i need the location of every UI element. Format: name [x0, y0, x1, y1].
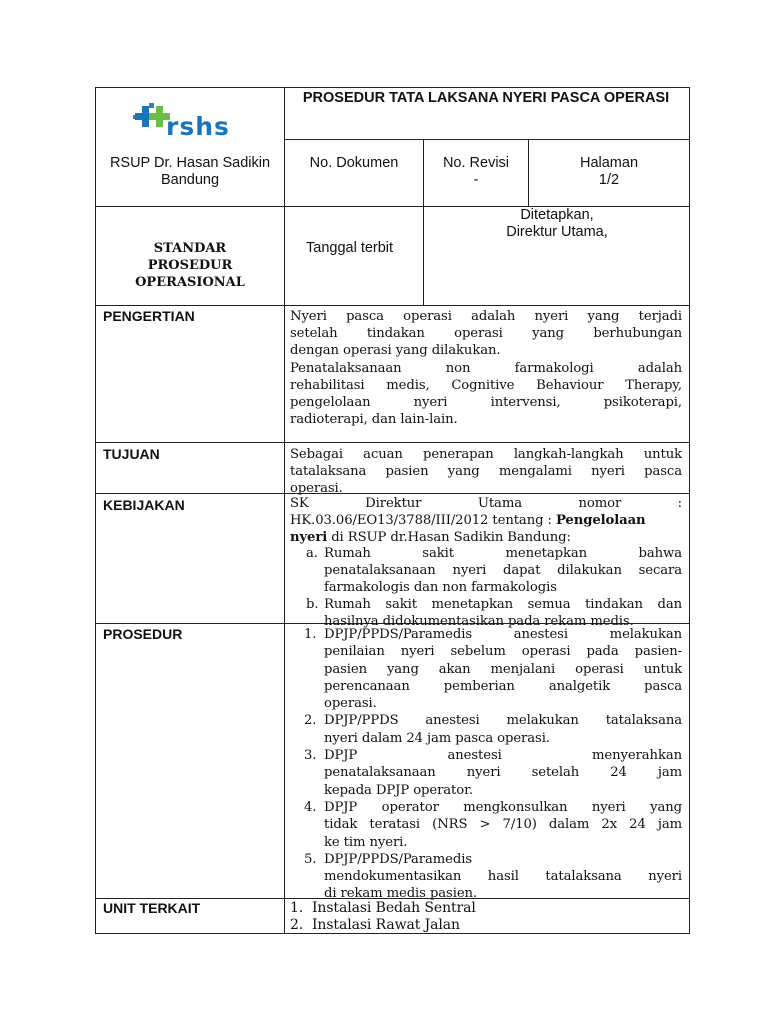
revision-label: No. Revisi	[442, 155, 510, 171]
logo-text: rshs	[166, 112, 230, 141]
text-line: Penatalaksanaan non farmakologi adalah	[290, 360, 682, 376]
text-line: setelah tindakan operasi yang berhubungan	[290, 326, 682, 342]
text-line: di rekam medis pasien.	[324, 886, 478, 902]
text-line: operasi.	[324, 696, 377, 712]
text-line: DPJP operator mengkonsulkan nyeri yang	[324, 799, 682, 815]
hospital-logo	[133, 103, 245, 141]
document-title: PROSEDUR TATA LAKSANA NYERI PASCA OPERASI	[302, 90, 670, 106]
text-line: ke tim nyeri.	[324, 834, 408, 850]
established-line-2: Direktur Utama,	[506, 224, 608, 240]
text-line: Rumah sakit menetapkan semua tindakan dan	[324, 596, 682, 612]
text-line	[290, 513, 682, 530]
list-marker: b.	[306, 596, 319, 612]
page-value: 1/2	[598, 172, 620, 188]
text-line: nyeri dalam 24 jam pasca operasi.	[324, 730, 550, 746]
text-line: DPJP anestesi menyerahkan	[324, 748, 682, 764]
section-label-kebijakan: KEBIJAKAN	[103, 497, 185, 513]
header-divider-v3	[528, 139, 529, 206]
text-line: farmakologis dan non farmakologis	[324, 579, 557, 595]
text-line: pengelolaan nyeri intervensi, psikoterapi,	[290, 395, 682, 411]
issue-date-label: Tanggal terbit	[306, 240, 394, 256]
list-marker: a.	[306, 546, 318, 562]
text-line: radioterapi, dan lain-lain.	[290, 412, 458, 428]
section-body-tujuan	[290, 446, 682, 498]
section-body-unit-terkait	[290, 900, 682, 934]
text-line: perencanaan pemberian analgetik pasca	[324, 678, 682, 694]
policy-subject-cont: nyeri	[290, 529, 328, 545]
text-line: DPJP/PPDS anestesi melakukan tatalaksana	[324, 713, 682, 729]
text-line: Rumah sakit menetapkan bahwa	[324, 546, 682, 562]
section-body-kebijakan	[290, 496, 682, 630]
text-line: kepada DPJP operator.	[324, 782, 473, 798]
header-divider-v2	[423, 139, 424, 305]
policy-subject: Pengelolaan	[555, 512, 646, 528]
unit-name: Instalasi Rawat Jalan	[312, 917, 460, 933]
section-label-unit-terkait: UNIT TERKAIT	[103, 900, 201, 916]
policy-location: di RSUP dr.Hasan Sadikin Bandung:	[327, 529, 571, 545]
list-item	[290, 799, 682, 851]
list-item	[290, 851, 682, 903]
section-label-tujuan: TUJUAN	[103, 446, 160, 462]
list-marker: 2.	[304, 713, 317, 729]
text-line: penilaian nyeri sebelum operasi pada pasien-	[324, 644, 682, 660]
row-sep-tujuan	[95, 442, 690, 443]
section-body-pengertian	[290, 308, 682, 428]
table-border-top	[95, 87, 690, 88]
list-item	[290, 917, 682, 934]
list-marker: 2.	[290, 917, 304, 933]
list-marker: 3.	[304, 748, 317, 764]
section-label-prosedur: PROSEDUR	[103, 626, 183, 642]
list-item	[290, 626, 682, 712]
text-line: hasilnya didokumentasikan pada rekam medis.	[324, 613, 634, 629]
list-marker: 1.	[290, 900, 304, 916]
text-line: rehabilitasi medis, Cognitive Behaviour Therapy,	[290, 377, 682, 393]
body-divider-v	[284, 305, 285, 933]
list-item	[290, 546, 682, 596]
text-line: DPJP/PPDS/Paramedis	[324, 851, 472, 867]
text-line: Sebagai acuan penerapan langkah-langkah untuk	[290, 447, 682, 462]
text-line: DPJP/PPDS/Paramedis anestesi melakukan	[324, 627, 682, 642]
text-line: operasi.	[290, 481, 343, 497]
sop-label: STANDAR PROSEDUR OPERASIONAL	[135, 241, 245, 290]
list-item	[290, 747, 682, 799]
list-item	[290, 712, 682, 747]
text-line	[290, 530, 682, 547]
table-border-right	[689, 87, 690, 933]
page-label: Halaman	[579, 155, 639, 171]
text-line: pasien yang akan menjalani operasi untuk	[324, 661, 682, 677]
text-line: tidak teratasi (NRS > 7/10) dalam 2x 24 jam	[324, 817, 682, 833]
list-marker: 1.	[304, 627, 317, 642]
section-body-prosedur	[290, 626, 682, 903]
text-line: tatalaksana pasien yang mengalami nyeri pasca	[290, 464, 682, 480]
revision-value: -	[473, 172, 479, 188]
unit-name: Instalasi Bedah Sentral	[312, 900, 476, 916]
list-item	[290, 900, 682, 917]
table-border-left	[95, 87, 96, 933]
header-divider-h1	[284, 139, 689, 140]
text-line: SK Direktur Utama nomor :	[290, 496, 682, 511]
list-marker: 5.	[304, 851, 317, 867]
text-line: Nyeri pasca operasi adalah nyeri yang terjadi	[290, 309, 682, 324]
policy-reference: HK.03.06/EO13/3788/III/2012 tentang :	[290, 512, 556, 528]
text-line: mendokumentasikan hasil tatalaksana nyeri	[324, 869, 682, 885]
hospital-name: RSUP Dr. Hasan Sadikin Bandung	[109, 155, 271, 188]
header-divider-h3	[95, 305, 690, 306]
document-number-label: No. Dokumen	[309, 155, 399, 171]
text-line: dengan operasi yang dilakukan.	[290, 343, 501, 359]
list-marker: 4.	[304, 799, 317, 815]
text-line: penatalaksanaan nyeri setelah 24 jam	[324, 765, 682, 781]
section-label-pengertian: PENGERTIAN	[103, 308, 195, 324]
header-divider-v1	[284, 87, 285, 305]
established-line-1: Ditetapkan,	[520, 207, 594, 223]
text-line: penatalaksanaan nyeri dapat dilakukan secara	[324, 563, 682, 579]
